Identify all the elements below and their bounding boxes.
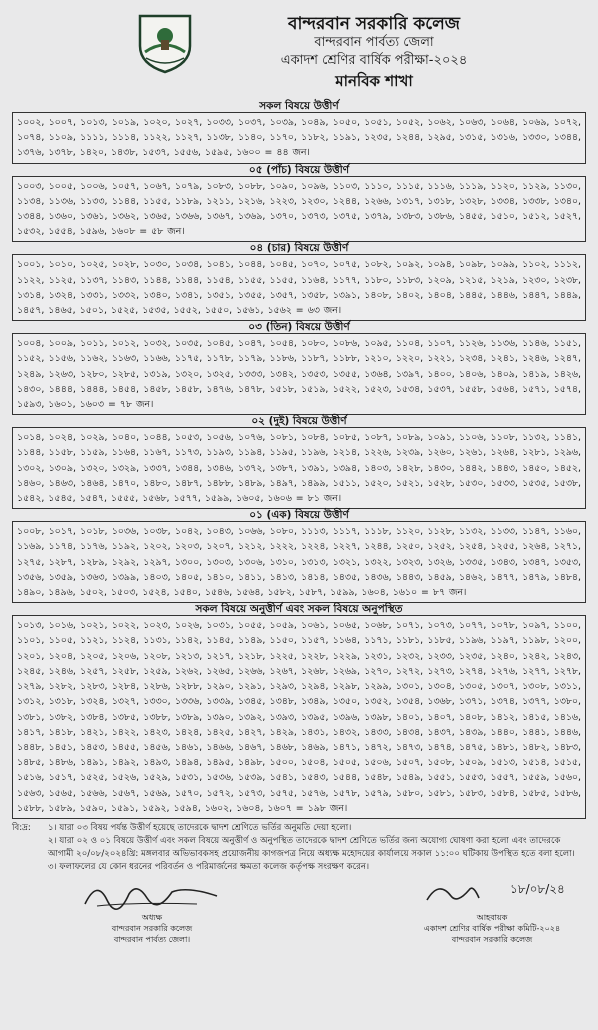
section-four-pass [12, 242, 586, 321]
roll-list: ১০০২, ১০০৭, ১০১৩, ১০১৯, ১০২০, ১০২৭, ১০৩৩, ১০৩৭, ১০৩৯, ১০৪৯, ১০৫০, ১০৫১, ১০৫২, ১০৬২, ১০৬৩, ১০৬৪, ১০৬৯, ১০৭২, ১০৭৪, ১১০৯, ১১১১, ১১১৪, ১১২২, ১১২৭, ১১৩৮, ১১৪০, ১১৭০, ১১৮২, ১১৯১, ১২৩৫, ১২৪৪, ১২৯৫, ১৩১৫, ১৩১৬, ১৩৩০, ১৩৪৪, ১৩৭৬, ১৩৭৮, ১৪২০, ১৪৩৮, ১৫৩৭, ১৫৫৬, ১৫৯৫, ১৬০০ = ৪৪ জন। [12, 112, 586, 164]
principal-signature-icon [77, 874, 227, 912]
principal-line2: বান্দরবান পার্বত্য জেলা। [113, 934, 191, 944]
district-name: বান্দরবান পার্বত্য জেলা [314, 35, 434, 50]
note-item: ১। যারা ০৩ বিষয় পর্যন্ত উত্তীর্ণ হয়েছে তাদেরকে দ্বাদশ শ্রেণিতে ভর্তির অনুমতি দেয়া হলো। [48, 822, 352, 833]
notes-lead: বি:দ্র: [12, 822, 31, 833]
convener-line2: বান্দরবান সরকারি কলেজ [451, 934, 533, 944]
section-all-pass [12, 100, 586, 164]
signature-date: ১৮/০৮/২৪ [510, 881, 565, 896]
section-one-pass [12, 509, 586, 603]
header [12, 6, 586, 100]
principal-signature-block [52, 874, 252, 945]
principal-line1: বান্দরবান সরকারি কলেজ [111, 923, 193, 933]
section-three-pass [12, 321, 586, 415]
convener-line1: একাদশ শ্রেণির বার্ষিক পরীক্ষা কমিটি-২০২৪ [423, 923, 561, 933]
roll-list: ১০১৪, ১০২৪, ১০২৯, ১০৪০, ১০৪৪, ১০৫৩, ১০৫৬, ১০৭৬, ১০৮১, ১০৮৪, ১০৮৫, ১০৮৭, ১০৮৯, ১০৯১, ১১০৬, ১১০৮, ১১৩২, ১১৪১, ১১৪৪, ১১৫৮, ১১৫৯, ১১৬৪, ১১৬৭, ১১৭৩, ১১৯৩, ১১৯৪, ১১৯৫, ১১৯৬, ১২১৪, ১২২৬, ১২৩৯, ১২৬০, ১২৬১, ১২৬৪, ১২৮১, ১২৯৬, ১৩০২, ১৩০৯, ১৩২০, ১৩২৯, ১৩৩৭, ১৩৪৪, ১৩৪৬, ১৩৭২, ১৩৮৭, ১৩৯১, ১৩৯৪, ১৪০৩, ১৪২৮, ১৪৩০, ১৪৪২, ১৪৪৩, ১৪৫০, ১৪৫২, ১৪৬০, ১৪৬৩, ১৪৬৪, ১৪৭০, ১৪৮০, ১৪৮৭, ১৪৮৮, ১৪৮৯, ১৪৯৭, ১৪৯৯, ১৫১১, ১৫২০, ১৫২১, ১৫২৮, ১৫৩০, ১৫৩৩, ১৫৩৫, ১৫৩৮, ১৫৪২, ১৫৪৫, ১৫৪৭, ১৫৫৫, ১৫৬৮, ১৫৭৭, ১৫৯৯, ১৬০৫, ১৬০৬ = ৮১ জন। [12, 427, 586, 509]
section-title: ০২ (দুই) বিষয়ে উত্তীর্ণ [251, 415, 347, 428]
convener-signature-block [392, 874, 592, 945]
section-title: ০৪ (চার) বিষয়ে উত্তীর্ণ [249, 242, 349, 255]
section-two-pass [12, 415, 586, 509]
header-text [162, 14, 586, 91]
section-title: সকল বিষয়ে উত্তীর্ণ [259, 100, 339, 112]
roll-list: ১০০১, ১০১০, ১০২৫, ১০২৮, ১০৩০, ১০৩৪, ১০৪১, ১০৪৪, ১০৪৫, ১০৭০, ১০৭৫, ১০৮২, ১০৯২, ১০৯৪, ১০৯৮, ১০৯৯, ১১০২, ১১১২, ১১২২, ১১২৫, ১১৩৭, ১১৪৩, ১১৪৪, ১১৪৪, ১১৫৪, ১১৫৫, ১১৫৫, ১১৬৪, ১১৭৭, ১১৮০, ১১৮৩, ১২০৯, ১২১৫, ১২১৯, ১২৩০, ১২৩৮, ১৩১৪, ১৩২৪, ১৩৩১, ১৩৩২, ১৩৪০, ১৩৪১, ১৩৫১, ১৩৫৫, ১৩৫৭, ১৩৫৮, ১৩৯১, ১৪০৮, ১৪০২, ১৪০৪, ১৪৪৫, ১৪৪৬, ১৪৪৭, ১৪৪৯, ১৪৫৭, ১৪৬৫, ১৫০১, ১৫২৫, ১৫৩৫, ১৫৫২, ১৫৫০, ১৫৬১, ১৫৬২ = ৬৩ জন। [12, 254, 586, 321]
principal-title: অধ্যক্ষ [141, 912, 163, 922]
roll-list: ১০০৪, ১০০৯, ১০১১, ১০১২, ১০৩২, ১০৩৫, ১০৪৫, ১০৪৭, ১০৫৪, ১০৮০, ১০৮৬, ১০৯৫, ১১০৪, ১১০৭, ১১২৬, ১১৩৬, ১১৪৬, ১১৫১, ১১৫২, ১১৫৬, ১১৬২, ১১৬৩, ১১৬৬, ১১৭৫, ১১৭৮, ১১৭৯, ১১৮৬, ১১৮৭, ১১৮৮, ১২১০, ১২২০, ১২২১, ১২৩৪, ১২৪১, ১২৪৬, ১২৪৭, ১২৪৯, ১২৬৩, ১২৮০, ১২৮৫, ১৩১৯, ১৩২০, ১৩২৫, ১৩৩৩, ১৩৪২, ১৩৫৩, ১৩৫৫, ১৩৬৪, ১৩৯৭, ১৪০০, ১৪০৬, ১৪০৯, ১৪১৯, ১৪২৬, ১৪৩০, ১৪৪৪, ১৪৪৪, ১৪৫৪, ১৪৫৮, ১৪৫৮, ১৪৭৬, ১৪৭৮, ১৫১৮, ১৫১৯, ১৫২২, ১৫২৩, ১৫৩৪, ১৫৩৭, ১৫৫৮, ১৫৬৪, ১৫৭১, ১৫৭৪, ১৫৯৩, ১৬০১, ১৬০৩ = ৭৮ জন। [12, 333, 586, 415]
exam-title: একাদশ শ্রেণির বার্ষিক পরীক্ষা-২০২৪ [280, 53, 468, 68]
section-title: ০৩ (তিন) বিষয়ে উত্তীর্ণ [248, 321, 350, 334]
note-row [12, 822, 586, 835]
section-title: সকল বিষয়ে অনুত্তীর্ণ এবং সকল বিষয়ে অনুপস্থিত [195, 603, 403, 616]
notes [12, 822, 586, 874]
note-row [12, 835, 586, 861]
roll-list: ১০১৩, ১০১৬, ১০২১, ১০২২, ১০২৩, ১০২৬, ১০৩১, ১০৫৫, ১০৫৯, ১০৬১, ১০৬৫, ১০৬৮, ১০৭১, ১০৭৩, ১০৭৭, ১০৭৮, ১০৯৭, ১১০০, ১১০১, ১১০৫, ১১২১, ১১২৪, ১১৩১, ১১৪২, ১১৪৫, ১১৪৯, ১১৫০, ১১৫৭, ১১৬৪, ১১৭১, ১১৮১, ১১৮৫, ১১৯৬, ১১৯৭, ১১৯৮, ১২০০, ১২০১, ১২০৪, ১২০৫, ১২০৬, ১২০৮, ১২১৩, ১২১৭, ১২১৮, ১২২৫, ১২২৮, ১২২৯, ১২৩১, ১২৩২, ১২৩৩, ১২৩৫, ১২৪০, ১২৪২, ১২৪৩, ১২৪৫, ১২৪৬, ১২৫৭, ১২৫৮, ১২৫৯, ১২৬২, ১২৬৫, ১২৬৬, ১২৬৭, ১২৬৮, ১২৬৯, ১২৭০, ১২৭২, ১২৭৩, ১২৭৪, ১২৭৬, ১২৭৭, ১২৭৮, ১২৭৯, ১২৮২, ১২৮৩, ১২৮৪, ১২৮৬, ১২৮৮, ১২৯০, ১২৯১, ১২৯৩, ১২৯৪, ১২৯৮, ১২৯৯, ১৩০১, ১৩০৪, ১৩০৫, ১৩০৭, ১৩০৮, ১৩১১, ১৩১২, ১৩১৮, ১৩২৪, ১৩২৭, ১৩৩০, ১৩৩৬, ১৩৩৯, ১৩৪৫, ১৩৪৮, ১৩৪৯, ১৩৫০, ১৩৫২, ১৩৫৪, ১৩৬৮, ১৩৭১, ১৩৭৪, ১৩৭৭, ১৩৮০, ১৩৮১, ১৩৮২, ১৩৮৪, ১৩৮৫, ১৩৮৮, ১৩৮৯, ১৩৯০, ১৩৯২, ১৩৯৩, ১৩৯৫, ১৩৯৬, ১৩৯৮, ১৪০১, ১৪০৭, ১৪০৮, ১৪১২, ১৪১৫, ১৪১৬, ১৪১৭, ১৪১৮, ১৪২১, ১৪২২, ১৪২৩, ১৪২৪, ১৪২৫, ১৪২৭, ১৪২৯, ১৪৩১, ১৪৩২, ১৪৩৩, ১৪৩৪, ১৪৩৭, ১৪৩৯, ১৪৪০, ১৪৪১, ১৪৪৬, ১৪৪৮, ১৪৫১, ১৪৫৩, ১৪৫৫, ১৪৫৬, ১৪৬১, ১৪৬৬, ১৪৬৭, ১৪৬৮, ১৪৬৯, ১৪৭১, ১৪৭২, ১৪৭৩, ১৪৭৪, ১৪৭৫, ১৪৮১, ১৪৮২, ১৪৮৩, ১৪৮৫, ১৪৮৬, ১৪৯১, ১৪৯২, ১৪৯৩, ১৪৯৪, ১৪৯৫, ১৪৯৮, ১৫০০, ১৫০৪, ১৫০৫, ১৫০৬, ১৫০৭, ১৫০৮, ১৫০৯, ১৫১৩, ১৫১৪, ১৫১৫, ১৫১৬, ১৫১৭, ১৫২৫, ১৫২৬, ১৫২৯, ১৫৩১, ১৫৩৬, ১৫৩৯, ১৫৪১, ১৫৪৩, ১৫৪৪, ১৫৪৮, ১৫৪৯, ১৫৫১, ১৫৫৩, ১৫৫৭, ১৫৫৯, ১৫৬০, ১৫৬৩, ১৫৬৫, ১৫৬৬, ১৫৬৭, ১৫৬৯, ১৫৭০, ১৫৭২, ১৫৭৩, ১৫৭৫, ১৫৭৬, ১৫৭৮, ১৫৭৯, ১৫৮০, ১৫৮১, ১৫৮৩, ১৫৮৪, ১৫৮৫, ১৫৮৬, ১৫৮৮, ১৫৮৯, ১৫৯০, ১৫৯১, ১৫৯২, ১৫৯৪, ১৬০২, ১৬০৪, ১৬০৭ = ১৯৮ জন। [12, 615, 586, 819]
roll-list: ১০০৩, ১০০৫, ১০০৬, ১০৫৭, ১০৬৭, ১০৭৯, ১০৮৩, ১০৮৮, ১০৯০, ১০৯৬, ১১০৩, ১১১০, ১১১৫, ১১১৬, ১১১৯, ১১২০, ১১২৯, ১১৩০, ১১৩৪, ১১৩৬, ১১৩৩, ১১৪৪, ১১৫৫, ১১৮৯, ১২১১, ১২১৬, ১২২৩, ১২৩০, ১২৪৪, ১২৬৬, ১৩১৭, ১৩১৮, ১৩২৮, ১৩৩৪, ১৩৩৮, ১৩৪০, ১৩৪৪, ১৩৬০, ১৩৬১, ১৩৬২, ১৩৬৫, ১৩৬৬, ১৩৬৭, ১৩৬৯, ১৩৭০, ১৩৭৩, ১৩৭৫, ১৩৭৯, ১৩৮৩, ১৩৮৬, ১৪৫৫, ১৫১০, ১৫১২, ১৫২৭, ১৫৩২, ১৫৫৪, ১৫৯৬, ১৬০৮ = ৫৮ জন। [12, 176, 586, 243]
section-title: ০৫ (পাঁচ) বিষয়ে উত্তীর্ণ [248, 163, 350, 176]
note-item: ৩। ফলাফলের যে কোন ধরনের পরিবর্তন ও পরিমার্জনের ক্ষমতা কলেজ কর্তৃপক্ষ সংরক্ষণ করেন। [48, 861, 370, 872]
convener-title: আহবায়ক [476, 912, 508, 922]
section-fail-absent [12, 603, 586, 819]
roll-list: ১০০৮, ১০১৭, ১০১৮, ১০৩৬, ১০৩৮, ১০৪২, ১০৪৩, ১০৬৬, ১০৮০, ১১১৩, ১১১৭, ১১১৮, ১১২০, ১১২৮, ১১৩২, ১১৩৩, ১১৪৭, ১১৬০, ১১৬৯, ১১৭৪, ১১৭৬, ১১৯২, ১২০২, ১২০৩, ১২০৭, ১২১২, ১২২২, ১২২৪, ১২২৭, ১২৪৪, ১২৫০, ১২৫২, ১২৫৪, ১২৫৫, ১২৬৪, ১২৭১, ১২৭৫, ১২৮৭, ১২৮৯, ১২৯২, ১২৯৭, ১৩০০, ১৩০৩, ১৩০৬, ১৩১০, ১৩১৩, ১৩২১, ১৩২২, ১৩২৩, ১৩২৬, ১৩৩৫, ১৩৪৩, ১৩৪৭, ১৩৫৩, ১৩৫৬, ১৩৫৯, ১৩৬৩, ১৩৯৯, ১৪০৩, ১৪০৫, ১৪১০, ১৪১১, ১৪১৩, ১৪১৪, ১৪৩৫, ১৪৩৬, ১৪৪৩, ১৪৫৯, ১৪৬২, ১৪৭৭, ১৪৭৯, ১৪৮৪, ১৪৯০, ১৪৯৬, ১৫০২, ১৫০৩, ১৫২৪, ১৫৪০, ১৫৪৬, ১৫৬৪, ১৫৮২, ১৫৮৭, ১৫৯৯, ১৬০৪, ১৬১০ = ৮৭ জন। [12, 521, 586, 603]
college-name: বান্দরবান সরকারি কলেজ [288, 14, 460, 34]
section-five-pass [12, 164, 586, 243]
section-title: ০১ (এক) বিষয়ে উত্তীর্ণ [249, 509, 349, 522]
note-row [12, 861, 586, 874]
signatures [12, 874, 586, 964]
branch-title: মানবিক শাখা [335, 72, 413, 90]
note-item: ২। যারা ০২ ও ০১ বিষয়ে উত্তীর্ণ এবং সকল বিষয়ে অনুত্তীর্ণ ও অনুপস্থিত তাদেরকে দ্বাদশ শ্রেণিতে ভর্তির জন্য অযোগ্য ঘোষণা করা হলো এবং তাদেরকে আগামী ২০/০৮/২০২৪খ্রি: মঙ্গলবার অভিভাবকসহ প্রয়োজনীয় কাগজপত্র নিয়ে অধ্যক্ষ মহোদয়ের কার্যালয়ে সকাল ১১:০০ ঘটিকায় উপস্থিত হতে বলা হলো। [48, 835, 575, 859]
